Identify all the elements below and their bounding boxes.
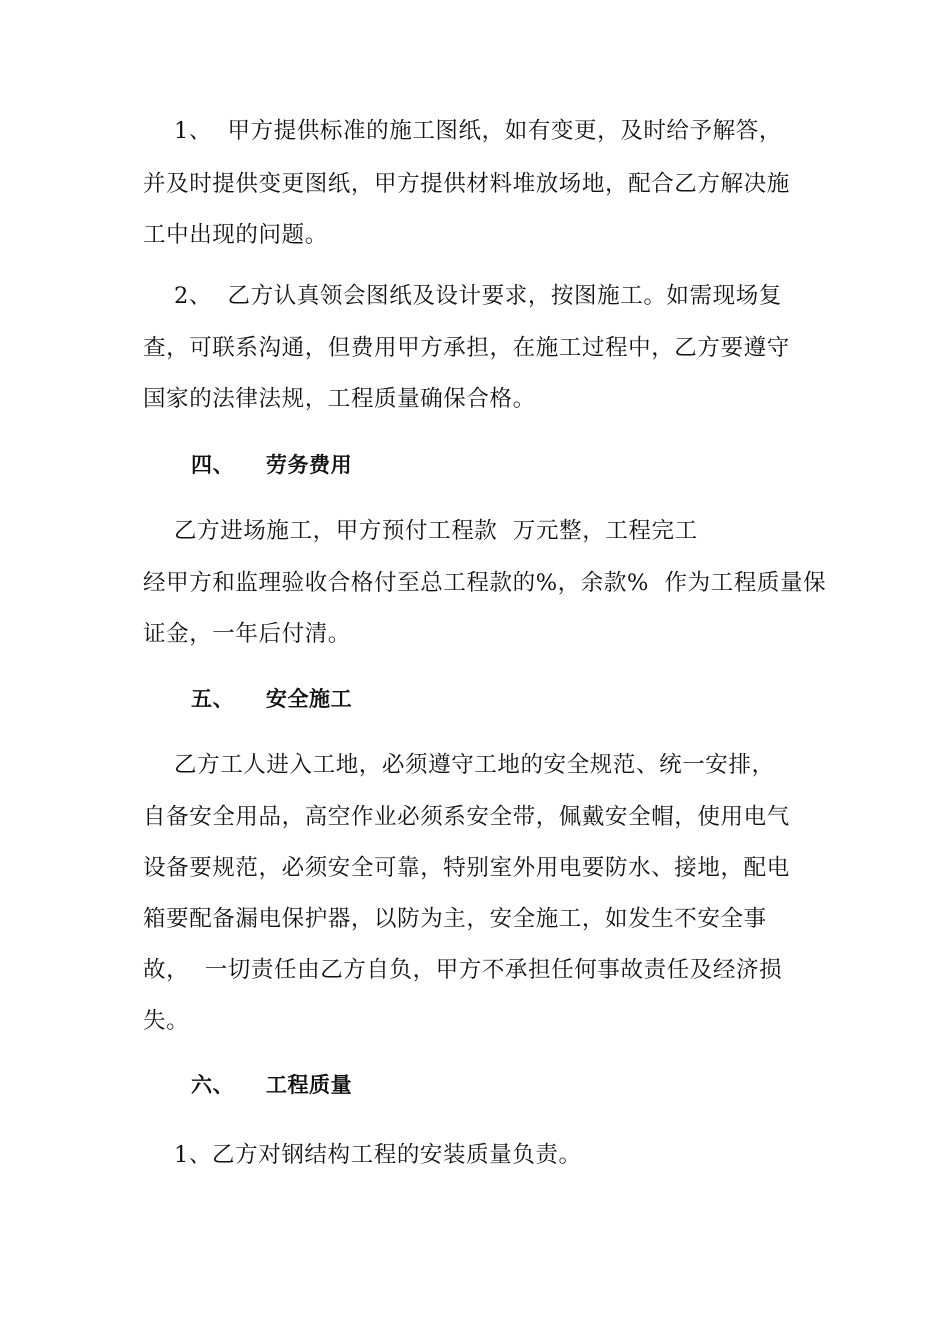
paragraph-line: 1、乙方对钢结构工程的安装质量负责。 [143,1142,582,1168]
paragraph-line: 故， 一切责任由乙方自负，甲方不承担任何事故责任及经济损 [143,957,783,983]
paragraph-line: 经甲方和监理验收合格付至总工程款的%，余款% 作为工程质量保 [143,570,827,596]
section-heading: 四、 劳务费用 [191,453,353,477]
section-heading: 六、 工程质量 [191,1073,353,1097]
paragraph-line: 国家的法律法规，工程质量确保合格。 [143,386,536,412]
paragraph-line: 2、 乙方认真领会图纸及设计要求，按图施工。如需现场复 [143,283,782,309]
paragraph-line: 设备要规范，必须安全可靠，特别室外用电要防水、接地，配电 [143,855,790,881]
paragraph-line: 箱要配备漏电保护器，以防为主，安全施工，如发生不安全事 [143,906,767,932]
paragraph-line: 自备安全用品，高空作业必须系安全带，佩戴安全帽，使用电气 [143,804,790,830]
paragraph-line: 证金，一年后付清。 [143,621,351,647]
paragraph-line: 查，可联系沟通，但费用甲方承担，在施工过程中，乙方要遵守 [143,335,790,361]
section-heading: 五、 安全施工 [191,687,353,711]
paragraph-line: 并及时提供变更图纸，甲方提供材料堆放场地，配合乙方解决施 [143,171,790,197]
paragraph-line: 乙方进场施工，甲方预付工程款 万元整，工程完工 [143,518,698,544]
paragraph-line: 乙方工人进入工地，必须遵守工地的安全规范、统一安排， [143,752,775,778]
paragraph-line: 失。 [143,1008,190,1034]
paragraph-line: 1、 甲方提供标准的施工图纸，如有变更，及时给予解答， [143,118,782,144]
paragraph-line: 工中出现的问题。 [143,222,328,248]
